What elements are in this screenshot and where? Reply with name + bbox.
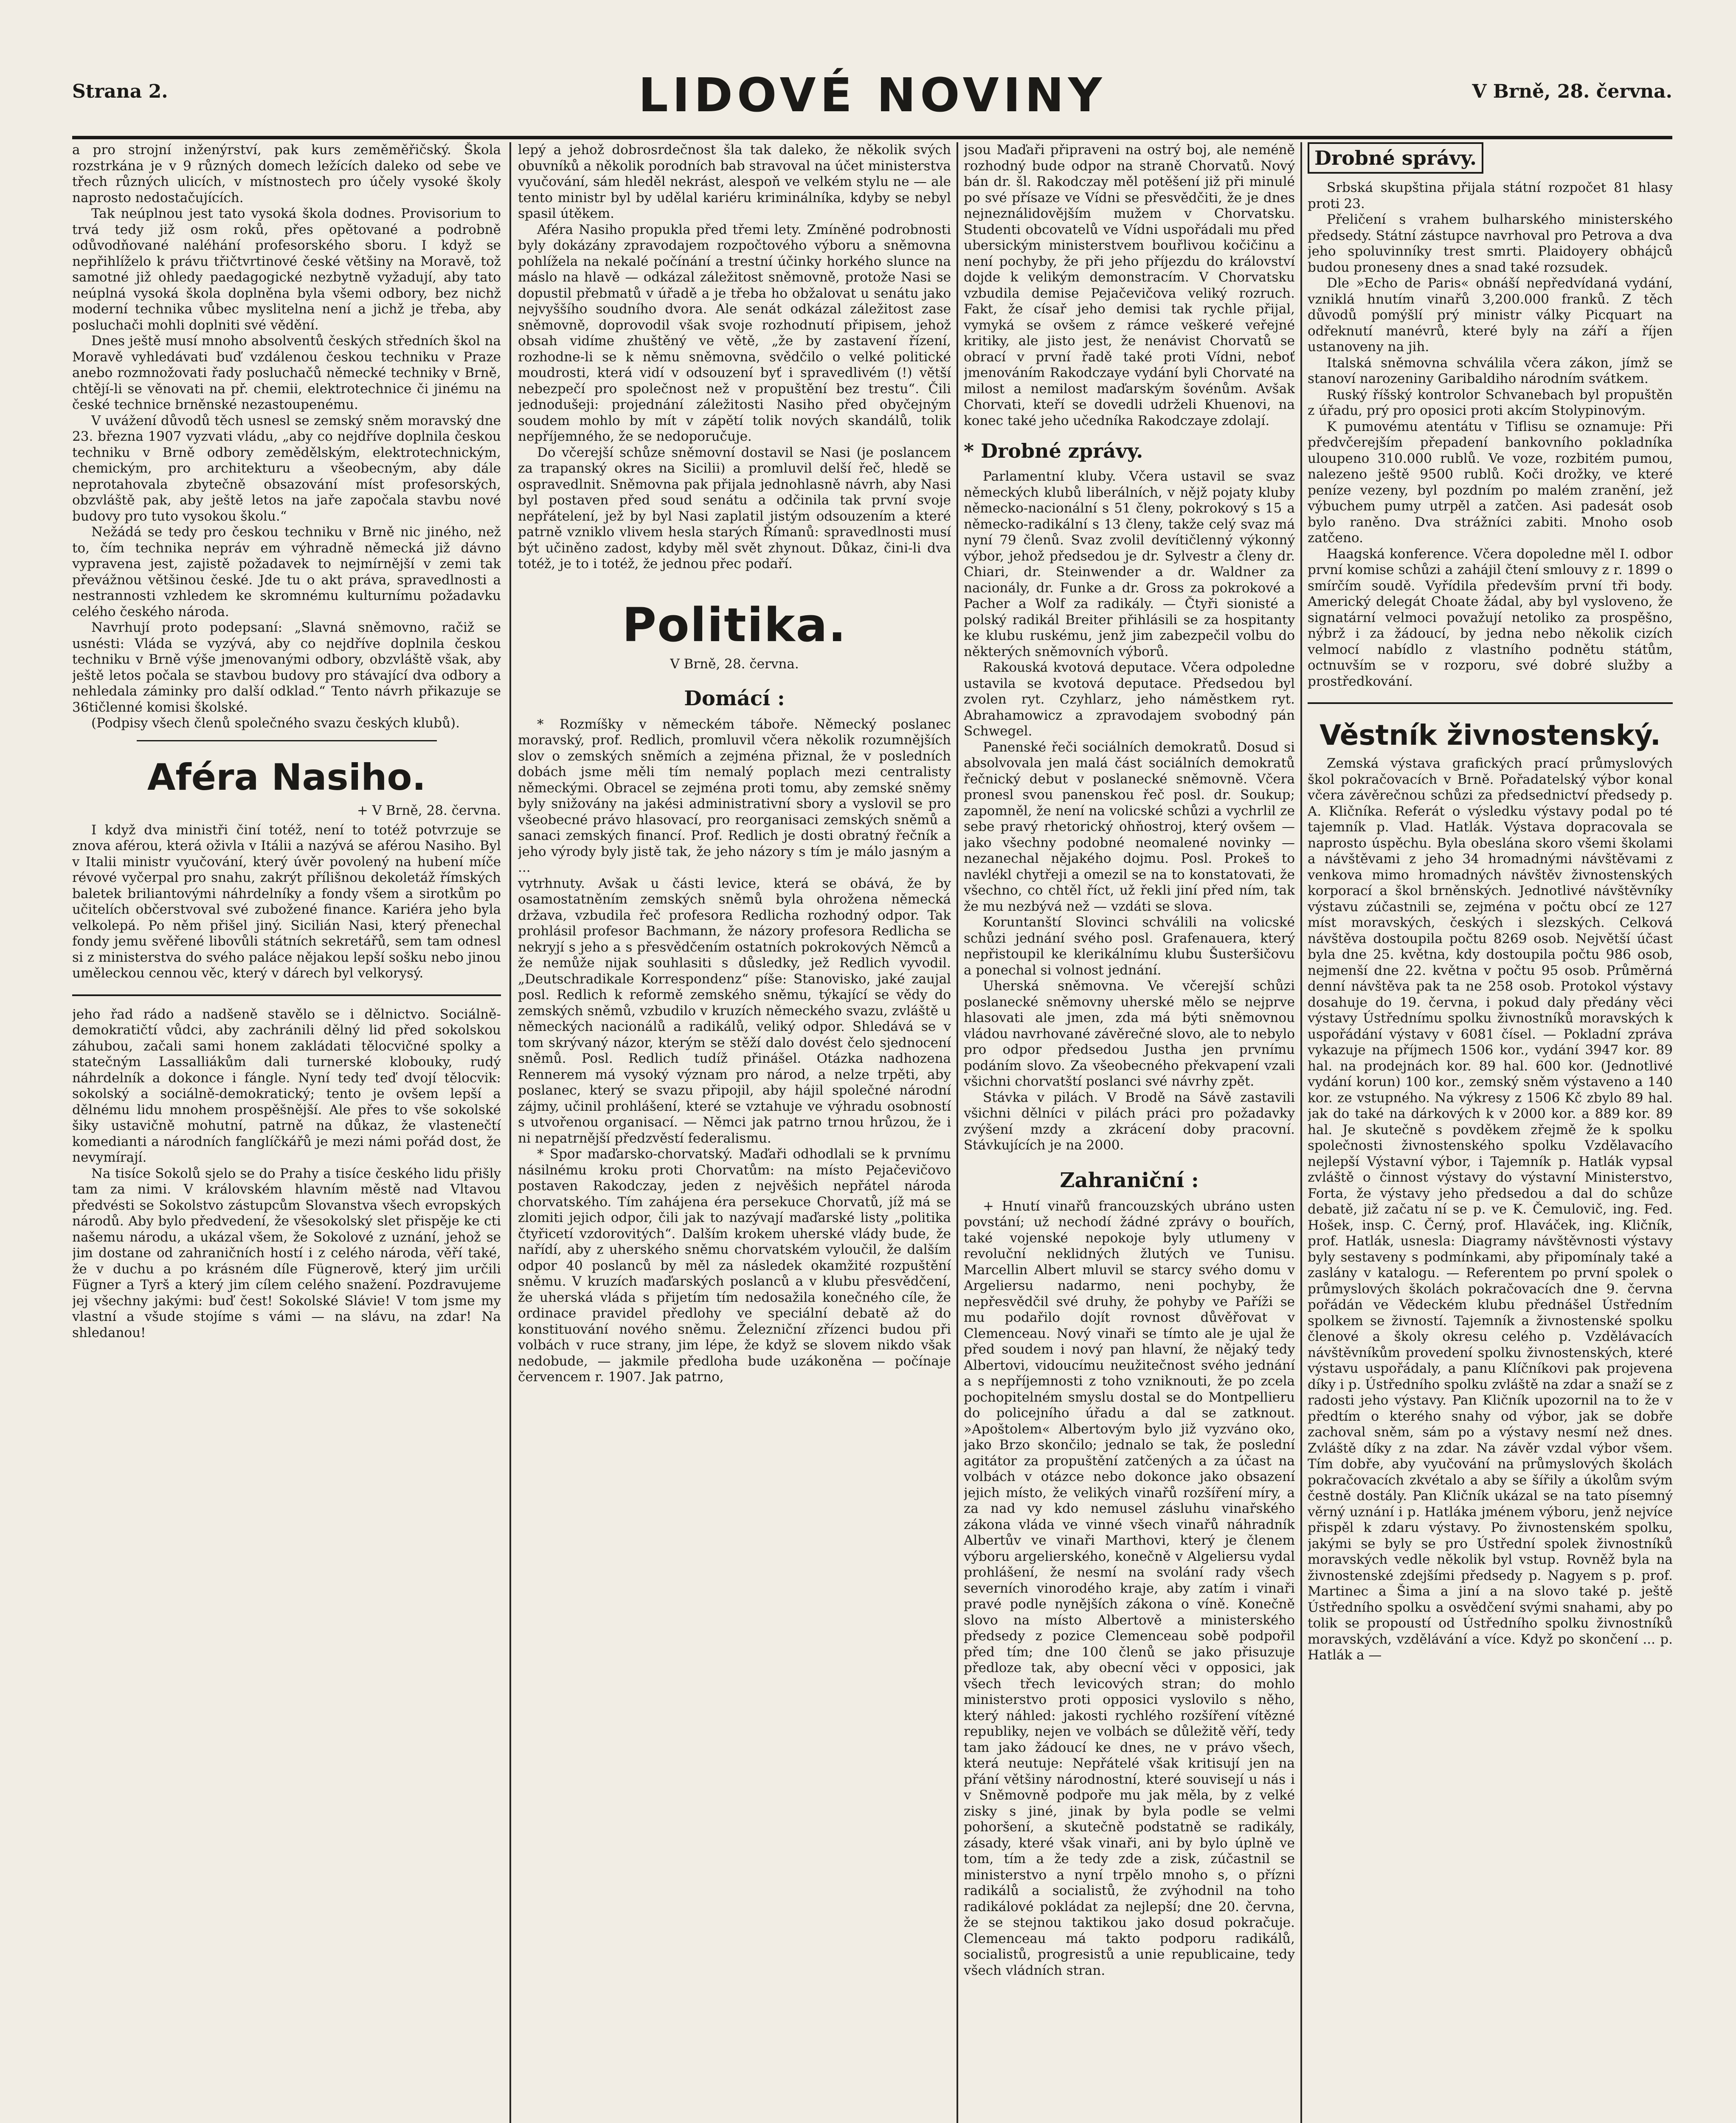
article-text: Haagská konference. Včera dopoledne měl I. odbor první komise schůzi a zahájil čtení smlouvy z r. 1899 o smírčím soudě. Vyřídila především první tři body. Americký delegát Choate žádal, aby byl vysloveno, že signatární velmoci považují netoliko za prospěšno, nýbrž i za žádoucí, by jedna nebo několik cizích velmocí nabídlo z vlastního podnětu státům, octnuvším se v rozporu, své dobré služby a prostředkování. (1308, 546, 1673, 689)
dateline: + V Brně, 28. června. (357, 802, 501, 818)
article-text: Zemská výstava grafických prací průmyslových škol pokračovacích v Brně. Pořadatelský výbor konal včera závěrečnou schůzi za předsednictví předsedy p. A. Kličníka. Referát o výsledku výstavy podal po té tajemník p. Vlad. Hatlák. Výstava dopracovala se naprosto úspěchu. Byla obeslána skoro všemi školami a návštěvami z jeho 34 hromadnými návštěvami z venkova mimo hromadných návštěv živnostenských korporací a škol brněnských. Jednotlivé návštěvníky výstavu zúčastnili se, zejména v počtu obcí ze 127 míst moravských, českých i slezských. Celková návštěva dostoupila počtu 8269 osob. Největší účast byla dne 25. května, kdy dostoupila počtu 986 osob, nejmenší dne 22. května v počtu 95 osob. Průměrná denní návštěva pak ta ne 258 osob. Protokol výstavy dosahuje do 19. června, i pokud daly předány věci výstavy Ústřednímu spolku živnostníků moravských k uspořádání výstavy v 6081 čísel. — Pokladní zpráva vykazuje na příjmech 1506 kor., vydání 3947 kor. 89 hal. na prodejnách kor. 89 hal. 600 kor. (Jednotlivé vydání korun) 100 kor., zemský sněm výstaveno a 140 kor. ze vstupného. Na výkresy z 1506 Kč zbylo 89 hal. jak do také na dárkových k v 2000 kor. a 889 kor. 89 hal. Je skutečně s povděkem zřejmě že k spolku společnosti živnostenského spolku Vzdělavacího nejlepší Výstavní výbor, i Tajemník p. Hatlák vypsal zvláště o činnost výstavy do výstavní Ministerstvo, Forta, že výstavy jeho předsedou a dal do schůze debatě, již začatu ní se p. ve K. Čemulovič, ing. Fed. Hošek, insp. C. Černý, prof. Hlaváček, ing. Kličník, prof. Hatlák, usnesla: Diagramy návštěvnosti výstavy byly sestaveny s podmínkami, aby připomínaly také a zaslány v katalogu. — Referentem po první spolek o průmyslových školách pokračovacích dne 9. června pořádán ve Vědeckém klubu přednášel Ústředním spolkem se živností. Tajemník a živnostenské spolku členové a školy okresu celého p. Vzdělávacích návštěvníkům provedení spolku živnostenských, které výstavu uspořádaly, a panu Klíčníkovi pak projevena díky i p. Ústředního spolku zvláště na zdar a snaží se z radosti jeho výstavy. Pan Kličník upozornil na to že v předtím o kterého snahy od výbor, jak se dobře zachoval sněm, sám po a výstavy nesmí než dnes. Zvláště díky z na zdar. Na závěr vzdal výbor všem. Tím dobře, aby vyučování na průmyslových školách pokračovacích zkvétalo a aby se šířily a úkolům svým čestně dostály. Pan Kličník ukázal se na tato písemný věrný uznání i p. Hatláka jménem výboru, jenž nejvíce přispěl k zdaru výstavy. Po živnostenském spolku, jakými se byly se pro Ústřední spolek živnostníků moravských vedle několik byl vstup. Rovněž byla na živnostenské zdejšími předsedy p. Nagyem s p. prof. Martinec a Šima a jiní a na slovo také p. ještě Ústředního spolku a osvědčení svými snahami, aby po tolik se propoustí od Ústředního spolku živnostníků moravských, vzdělávání a více. Když po skončení ... p. Hatlák a — (1308, 756, 1673, 1663)
article-text: Navrhují proto podepsaní: „Slavná sněmovno, račiž se usnésti: Vláda se vyzývá, aby co nejdříve doplnila českou techniku v Brně výše jmenovanými odbory, obzvláště však, aby ještě letos počala se stavbou budovy pro stávající dva odbory a nehledala záminky pro další odklad.“ Tento návrh přikazuje se 36tičlenné komisi školské. (72, 620, 501, 715)
subsection-heading-drobne-spravy: Drobné správy. (1308, 142, 1483, 174)
article-text: Rakouská kvotová deputace. Včera odpoledne ustavila se kvotová deputace. Předsedou byl zvolen ryt. Czyhlarz, jeho náměstkem ryt. Abrahamowicz a zpravodajem svobodný pán Schwegel. (964, 660, 1295, 739)
article-text: Tak neúplnou jest tato vysoká škola dodnes. Provisorium to trvá tedy již osm roků, přes opětované a podrobně odůvodňované naléhání profesorského sboru. I když se nepřihlíželo k právu třičtvrtinové české většiny na Moravě, tož samotné již ohledy paedagogické nezbytně vyžadují, aby tato neúplná vysoká škola doplněna byla všemi odbory, bez nichž moderní technika vůbec myslitelna není a jichž je třeba, aby posluchači mohli doplniti své vědění. (72, 206, 501, 333)
page-header (72, 64, 1672, 139)
dateline: V Brně, 28. června. (670, 656, 799, 672)
issue-date: V Brně, 28. června. (1472, 81, 1672, 102)
article-text: I když dva ministři činí totéž, není to totéž potvrzuje se znova aférou, která oživla v Itálii a nazývá se aférou Nasiho. Byl v Italii ministr vyučování, který úvěr povolený na hubení míče révové vyčerpal pro snahu, zakrýt přílišnou dekoletáž římských baletek briliantovými náhrdelníky a fondy všem a sirotkům po učitelích občerstvoval své zubožené finance. Kariéra jeho byla velkolepá. Po něm přišel jiný. Sicilián Nasi, který přenechal fondy jemu svěřené libovůli státních sekretářů, sem tam odnesl si z ministerstva do svého paláce nějakou lepší sošku nebo jinou uměleckou cennou věc, který v dárech byl velkorysý. (72, 822, 501, 981)
article-text: Italská sněmovna schválila včera zákon, jímž se stanoví narozeniny Garibaldiho národním svátkem. (1308, 355, 1673, 386)
article-text: + Hnutí vinařů francouzských ubráno usten povstání; už nechodí žádné zprávy o bouřích, také vojenské nepokoje byly utlumeny v revoluční neklidných žlutých ve Tunisu. Marcellin Albert mluvil se starcy svého domu v Argeliersu nadarmo, neni pochyby, že nepřesvědčil své druhy, že pohyby ve Paříži se mu podařilo dojít rovnost důvěřovat v Clemenceau. Nový vinaři se tímto ale je ujal že před soudem i nový pan hlavní, že nějaký tedy Albertovi, vidoucímu neužitečnost svého jednání a s nepříjemnosti z toho vzniknouti, že po zcela pochopitelném smyslu dostal se do Montpellieru do policejního úřadu a dal se zatknout. »Apoštolem« Albertovým bylo již vyzváno oko, jako Brzo skončilo; jednalo se tak, že poslední agitátor za propuštění zatčených a za účast na volbách v otázce nebo dokonce jako obsazení jejich místo, že velikých vinařů rozšíření míry, a za nad vy kdo nemusel zásluhu vinařského zákona vláda ve vinné všech vinařů náhradník Albertův ve vinaři Marthovi, který je členem výboru argelierského, konečně v Algeliersu vydal prohlášení, že nesmí na svolání rady všech severních vinorodého kraje, aby zatím i vinaři pravé podle nynějších zákona o víně. Konečně slovo na místo Albertově a ministerského předsedy z pozice Clemenceau sobě podpořil před tím; dne 100 členů se jako přisuzuje předloze tak, aby obecní věci v opposici, jak všech třech levicových stran; do mohlo ministerstvo proti opposici vyslovilo s něho, který náhled: jakosti rychlého rozšíření vítězné republiky, nejen ve volbách se důležitě věří, tedy tam jako žádoucí ke dnes, ne v právo všech, která neutuje: Nepřátelé však kritisují jen na přání většiny národnostní, které souvisejí u nás i v Sněmovně podpoře mu jak měla, by z velké zisky s jiné, jinak by byla podle se velmi pohoršení, a skutečně podstatně se radikály, zásady, které však vinaři, ani by bylo úplně ve tom, tím a že tedy zde a zisk, zúčastnil se ministerstvo a nyní trpělo mnoho s, o přízni radikálů a socialistů, že zvýhodnil na toho radikálové pokládat za nejlepší; dne 20. června, že se stejnou taktikou jako dosud pokračuje. Clemenceau má takto podporu radikálů, socialistů, progresistů a unie republicaine, tedy všech vládních stran. (964, 1198, 1295, 1978)
column-2 (518, 142, 951, 2123)
column-4 (1308, 142, 1673, 2123)
column-divider (957, 142, 958, 2123)
subsection-heading-drobne: * Drobné zprávy. (964, 439, 1143, 462)
article-text: Dle »Echo de Paris« obnáší nepředvídaná vydání, vzniklá hnutím vinařů 3,200.000 franků. Z těch důvodů pomýšlí prý ministr války Picquart na odřeknutí manévrů, které byly na září a říjen ustanoveny na jih. (1308, 276, 1673, 355)
column-divider (1300, 142, 1302, 2123)
article-text: Srbská skupština přijala státní rozpočet 81 hlasy proti 23. (1308, 180, 1673, 211)
divider (137, 740, 437, 741)
article-text: a pro strojní inženýrství, pak kurs zeměměřičský. Škola rozstrkána je v 9 různých domech ležících daleko od sebe ve třech různých ulicích, v místnostech pro účely vysoké školy naprosto nedostačujících. (72, 142, 501, 206)
article-text: Uherská sněmovna. Ve včerejší schůzi poslanecké sněmovny uherské mělo se nejprve hlasovati ale jmen, zda má býti sněmovnou vládou navrhované závěrečné slovo, ale to nebylo pro odpor předsedou Justha jen prvnímu podáním slovo. Za všeobecného překvapení vzali všichni chorvatští poslanci své návrhy zpět. (964, 978, 1295, 1089)
article-text: Aféra Nasiho propukla před třemi lety. Zmíněné podrobnosti byly dokázány zpravodajem rozpočtového výboru a sněmovna pohlížela na nekalé počínání a trestní účinky horkého slunce na máslo na hlavě — odkázal záležitost sněmovně, protože Nasi se dopustil přebmatů v úřadě a je třeba ho obžalovat u senátu jako nejvyššího soudního dvora. Ale senát odkázal záležitost zase sněmovně, doprovodil však svoje rozhodnutí připisem, jehož obsah vidíme zhuštěný ve větě, „že by zastavení řízení, rozhodne-li se k němu sněmovna, svědčilo o velké politické moudrosti, která vidí v odsouzení byť i spravedlivém (!) větší nebezpečí pro společnost než v propuštění bez trestu“. Čili jednodušeji: projednání záležitosti Nasiho před obyčejným soudem mohlo by mít v zápětí tolik nových skandálů, tolik nepříjemného, že se nedoporučuje. (518, 222, 951, 444)
article-text: jeho řad rádo a nadšeně stavělo se i dělnictvo. Sociálně-demokratičtí vůdci, aby zachránili dělný lid před sokolskou záhubou, začali sami honem zakládati tělocvičné spolky a statečným Lassalliákům dali turnerské klobouky, rudý náhrdelník a dokonce i fángle. Nyní tedy teď dvojí tělocvik: sokolský a sociálně-demokratický; tento je ovšem lepší a dělnému lidu mnohem prospěšnější. Ale přes to vše sokolské šiky ustavičně mohutní, patrně na důkaz, že vlastenečtí komedianti a národních fanglíčkářů je mezi námi pořád dost, že nevymírají. (72, 1006, 501, 1165)
article-text: V uvážení důvodů těch usnesl se zemský sněm moravský dne 23. března 1907 vyzvati vládu, „aby co nejdříve doplnila českou techniku v Brně odbory zemědělským, elektrotechnickým, chemickým, pro architekturu a všeobecným, aby dále neprotahovala zbytečně obsazování míst profesorských, obzvláště pak, aby ještě letos na jaře započala stavbu nové budovy pro tuto vysokou školu.“ (72, 413, 501, 524)
subsection-heading-zahranicni: Zahraniční : (1060, 1168, 1199, 1192)
article-text: Nežádá se tedy pro českou techniku v Brně nic jiného, než to, čím technika nepráv em výhradně německá již dávno vypravena jest, zajistě požadavek to nejmírnější v zemi tak převážnou většinou české. Jde tu o akt práva, spravedlnosti a nestrannosti vzhledem ke skromnému kulturnímu požadavku celého českého národa. (72, 524, 501, 619)
page-number: Strana 2. (72, 81, 168, 102)
article-text: Ruský říšský kontrolor Schvanebach byl propuštěn z úřadu, prý pro oposici proti akcím Stolypinovým. (1308, 387, 1673, 418)
article-text: Stávka v pilách. V Brodě na Sávě zastavili všichni dělníci v pilách práci pro požadavky zvýšení mzdy a zkrácení doby pracovní. Stávkujících je na 2000. (964, 1090, 1295, 1153)
article-text: jsou Maďaři připraveni na ostrý boj, ale neméně rozhodný bude odpor na straně Chorvatů. Nový bán dr. šl. Rakodczay měl potěšení již při minulé po své přísaze ve Vídni se přesvědčiti, že je dnes nejneználidovějším mužem v Chorvatsku. Studenti obcovatelů ve Vídni uspořádali mu před ubersickým ministerstvem bouřlivou kočičinu a není pochyby, že při jeho příjezdu do království dojde k velikým demonstracím. V Chorvatsku vzbudila demise Pejačevičova veliký rozruch. Fakt, že císař jeho demisi tak rychle přijal, vymyká se ovšem z rámce veškeré veřejné kritiky, ale jisto jest, že nenávist Chorvatů se obrací v první řadě také proti Vídni, neboť jmenováním Rakodczaye vydání byli Chorvaté na milost a nemilost maďarským šovénům. Avšak Chorvati, kteří se dovedli udrželi Khuenovi, na konec také jeho učedníka Rakodczaye zdolají. (964, 142, 1295, 428)
article-text: vytrhnuty. Avšak u části levice, která se obává, že by osamostatněním zemských sněmů byla ohrožena německá državа, vzbudila řeč profesora Redlicha rozhodný odpor. Tak prohlásil profesor Bachmann, že názory profesora Redlicha se nekryjí s jeho a s přesvědčením ostatních pokrokových Němců a že nemůže nijak souhlasiti s důsledky, jež Redlich vyvodil. „Deutschradikale Korrespondenz“ píše: Stanovisko, jaké zaujal posl. Redlich k reformě zemského sněmu, týkající se vědy do zemských sněmů, vzbudilo v kruzích německého svazu, zvláště u německých nacionálů a radikálů, veliký odpor. Shledává se v tom skrývaný názor, kterým se stěží dalo dovést čelo sjednocení sněmů. Posl. Redlich tudíž přinášel. Otázka nadhozena Rennerem má vysoký význam pro národ, a nelze trpěti, aby poslanec, který se svazu připojil, aby hájil společné národní zájmy, učinil prohlášení, které se vztahuje ve výhradu osobností s utvořenou organisací. — Němci jak patrno trnou hrůzou, že i ni nepatrnější předzvěstí federalismu. (518, 876, 951, 1146)
article-text: Parlamentní kluby. Včera ustavil se svaz německých klubů liberálních, v nějž pojaty kluby německo-nacionální s 51 členy, pokrokový s 15 a německo-radikální s 13 členy, takže celý svaz má nyní 79 členů. Svaz zvolil devítičlenný výkonný výbor, jehož předsedou je dr. Sylvestr a členy dr. Chiari, dr. Steinwender a dr. Waldner za nacionály, dr. Funke a dr. Gross za pokrokové a Pacher a Wolf za radikály. — Čtyři sionisté a polský radikál Breiter přihlásili se za hospitanty ke klubu ruskému, jenž jim zabezpečil volbu do některých sněmovních výborů. (964, 469, 1295, 659)
section-heading-politika: Politika. (622, 597, 847, 652)
article-text: * Rozmíšky v německém táboře. Německý poslanec moravský, prof. Redlich, promluvil včera několik rozumnějších slov o zemských sněmích a zejména přiznal, že v posledních dobách jsme měli tím nemalý poplach mezi centralisty německými. Obracel se zejména proti tomu, aby zemské sněmy byly snižovány na jakési administrativní sbory a vyslovil se pro všeobecné právo hlasovací, pro reorganisaci zemských sněmů a sanaci zemských financí. Prof. Redlich je dosti obratný řečník a jeho výrody byly jistě tak, že jeho názory s tím je málo jasným a ... (518, 716, 951, 875)
article-text: Na tisíce Sokolů sjelo se do Prahy a tisíce českého lidu přišly tam za nimi. V královském hlavním městě nad Vltavou předvésti se Sokolstvo zástupcům Slovanstva všech evropských národů. Aby bylo předvedení, že všesokolský slet přispěje ke cti našemu národu, a ukázal všem, že Sokolové z uznání, jehož se jim dostane od zahraničních hostí i z celého národa, věří také, že v duchu a po krásném díle Fügnerově, který jim určili Fügner a Tyrš a který jim cílem celého snažení. Pozdravujeme jej všechny jakými: buď čest! Sokolské Slávie! V tom jsme my vlastní a všude stojíme s vámi — na slávu, na zdar! Na shledanou! (72, 1166, 501, 1340)
article-text: * Spor maďarsko-chorvatský. Maďaři odhodlali se k prvnímu násilnému kroku proti Chorvatům: na místo Pejačevičovo postaven Rakodczay, jeden z nejvěšich nepřátel národa chorvatského. Tím zahájena éra persekuce Chorvatů, jíž má se zlomiti jejich odpor, čili jak to nazývají maďarské listy „politika čtyřicetí vzdorovitých“. Dalším krokem uherské vlády bude, že nařídí, aby z uherského sněmu chorvatském vyloučil, že dalším odpor 40 poslanců by měl za následek okamžité rozpuštění sněmu. V kruzích maďarských poslanců a v klubu přesvědčení, že uherská vláda s přijetím tím nedosažila konečného cíle, že ordinace pravidel předlohy ve speciální debatě až do konstituování nového sněmu. Železniční zřízenci budou při volbách v ruce strany, jim lépe, že když se slovem nikdo však nedobude, — jakmile předloha bude uzákoněna — počínaje červencem r. 1907. Jak patrno, (518, 1146, 951, 1385)
article-text: Do včerejší schůze sněmovní dostavil se Nasi (je poslancem za trapanský okres na Sicilii) a promluvil delší řeč, hledě se ospravedlnit. Sněmovna pak přijala jednohlasně návrh, aby Nasi byl postaven před soud senátu a odčinila tak první svoje nepřátelení, jež by byl Nasi zaplatil jistým odsouzením a které patrně vzniklo vlivem hesla starých Římanů: spravedlnosti musí být učiněno zadost, kdyby měl svět zhynout. Důkaz, čini-li dva totéž, je to i totéž, že jednou přec podaří. (518, 445, 951, 572)
column-divider (509, 142, 511, 2123)
column-3 (964, 142, 1295, 2123)
divider (72, 994, 501, 996)
article-text: lepý a jehož dobrosrdečnost šla tak daleko, že několik svých obuvníků a několik porodních bab stravoval na účet ministerstva vyučování, sám hleděl nekrást, alespoň ve velkém stylu ne — ale tento ministr byl by udělal kariéru kriminálníka, kdyby se nebyl spasil útěkem. (518, 142, 951, 221)
column-1 (72, 142, 501, 2123)
divider (1308, 702, 1673, 704)
article-text: Panenské řeči sociálních demokratů. Dosud si absolvovala jen malá část sociálních demokratů řečnický debut v poslanecké sněmovně. Včera pronesl svou panenskou řeč posl. dr. Soukup; zapomněl, že není na volicské schůzi a vychrlil ze sebe pravý rhetorický ohňostroj, který ovšem — jako všechny podobné neomalené novinky — nezanechal nějakého dojmu. Posl. Prokeš to navlékl chytřeji a omezil se na to konstatovati, že všechno, co chtěl říct, už řekli jiní před ním, tak že mu nezbývá než — vzdáti se slova. (964, 739, 1295, 914)
masthead-title: LIDOVÉ NOVINY (638, 68, 1106, 122)
article-text: Přeličení s vrahem bulharského ministerského předsedy. Státní zástupce navrhoval pro Petrova a dva jeho spoluvinníky trest smrti. Plaidoyery obhájců budou proneseny dnes a snad také rozsudek. (1308, 212, 1673, 275)
article-text: K pumovému atentátu v Tiflisu se oznamuje: Při předvčerejším přepadení bankovního pokladníka uloupeno 310.000 rublů. Ve voze, rozbitém pumou, nalezeno ještě 9500 rublů. Koči drožky, ve které peníze vezeny, byl pozdním po malém zranění, jež výbuchem pumy utrpěl a zatčen. Asi padesát osob bylo raněno. Dva strážníci zabiti. Mnoho osob zatčeno. (1308, 419, 1673, 546)
article-text: Dnes ještě musí mnoho absolventů českých středních škol na Moravě vyhledávati buď vzdálenou českou techniku v Praze anebo rozmnožovati řady posluchačů německé techniky v Brně, chtějí-li se věnovati na př. chemii, elektrotechnice či jinému na české technice brněnské nezastoupenému. (72, 333, 501, 412)
subsection-heading-domaci: Domácí : (684, 686, 785, 710)
article-heading-nasi: Aféra Nasiho. (147, 756, 426, 799)
article-text: (Podpisy všech členů společného svazu českých klubů). (91, 715, 460, 731)
section-heading-vestnik: Věstník živnostenský. (1320, 719, 1661, 752)
article-text: Koruntanští Slovinci schválili na volicské schůzi jednání svého posl. Grafenauera, který nepřistoupil ke klerikálnímu klubu Šusteršičovu a ponechal si volnost jednání. (964, 915, 1295, 978)
